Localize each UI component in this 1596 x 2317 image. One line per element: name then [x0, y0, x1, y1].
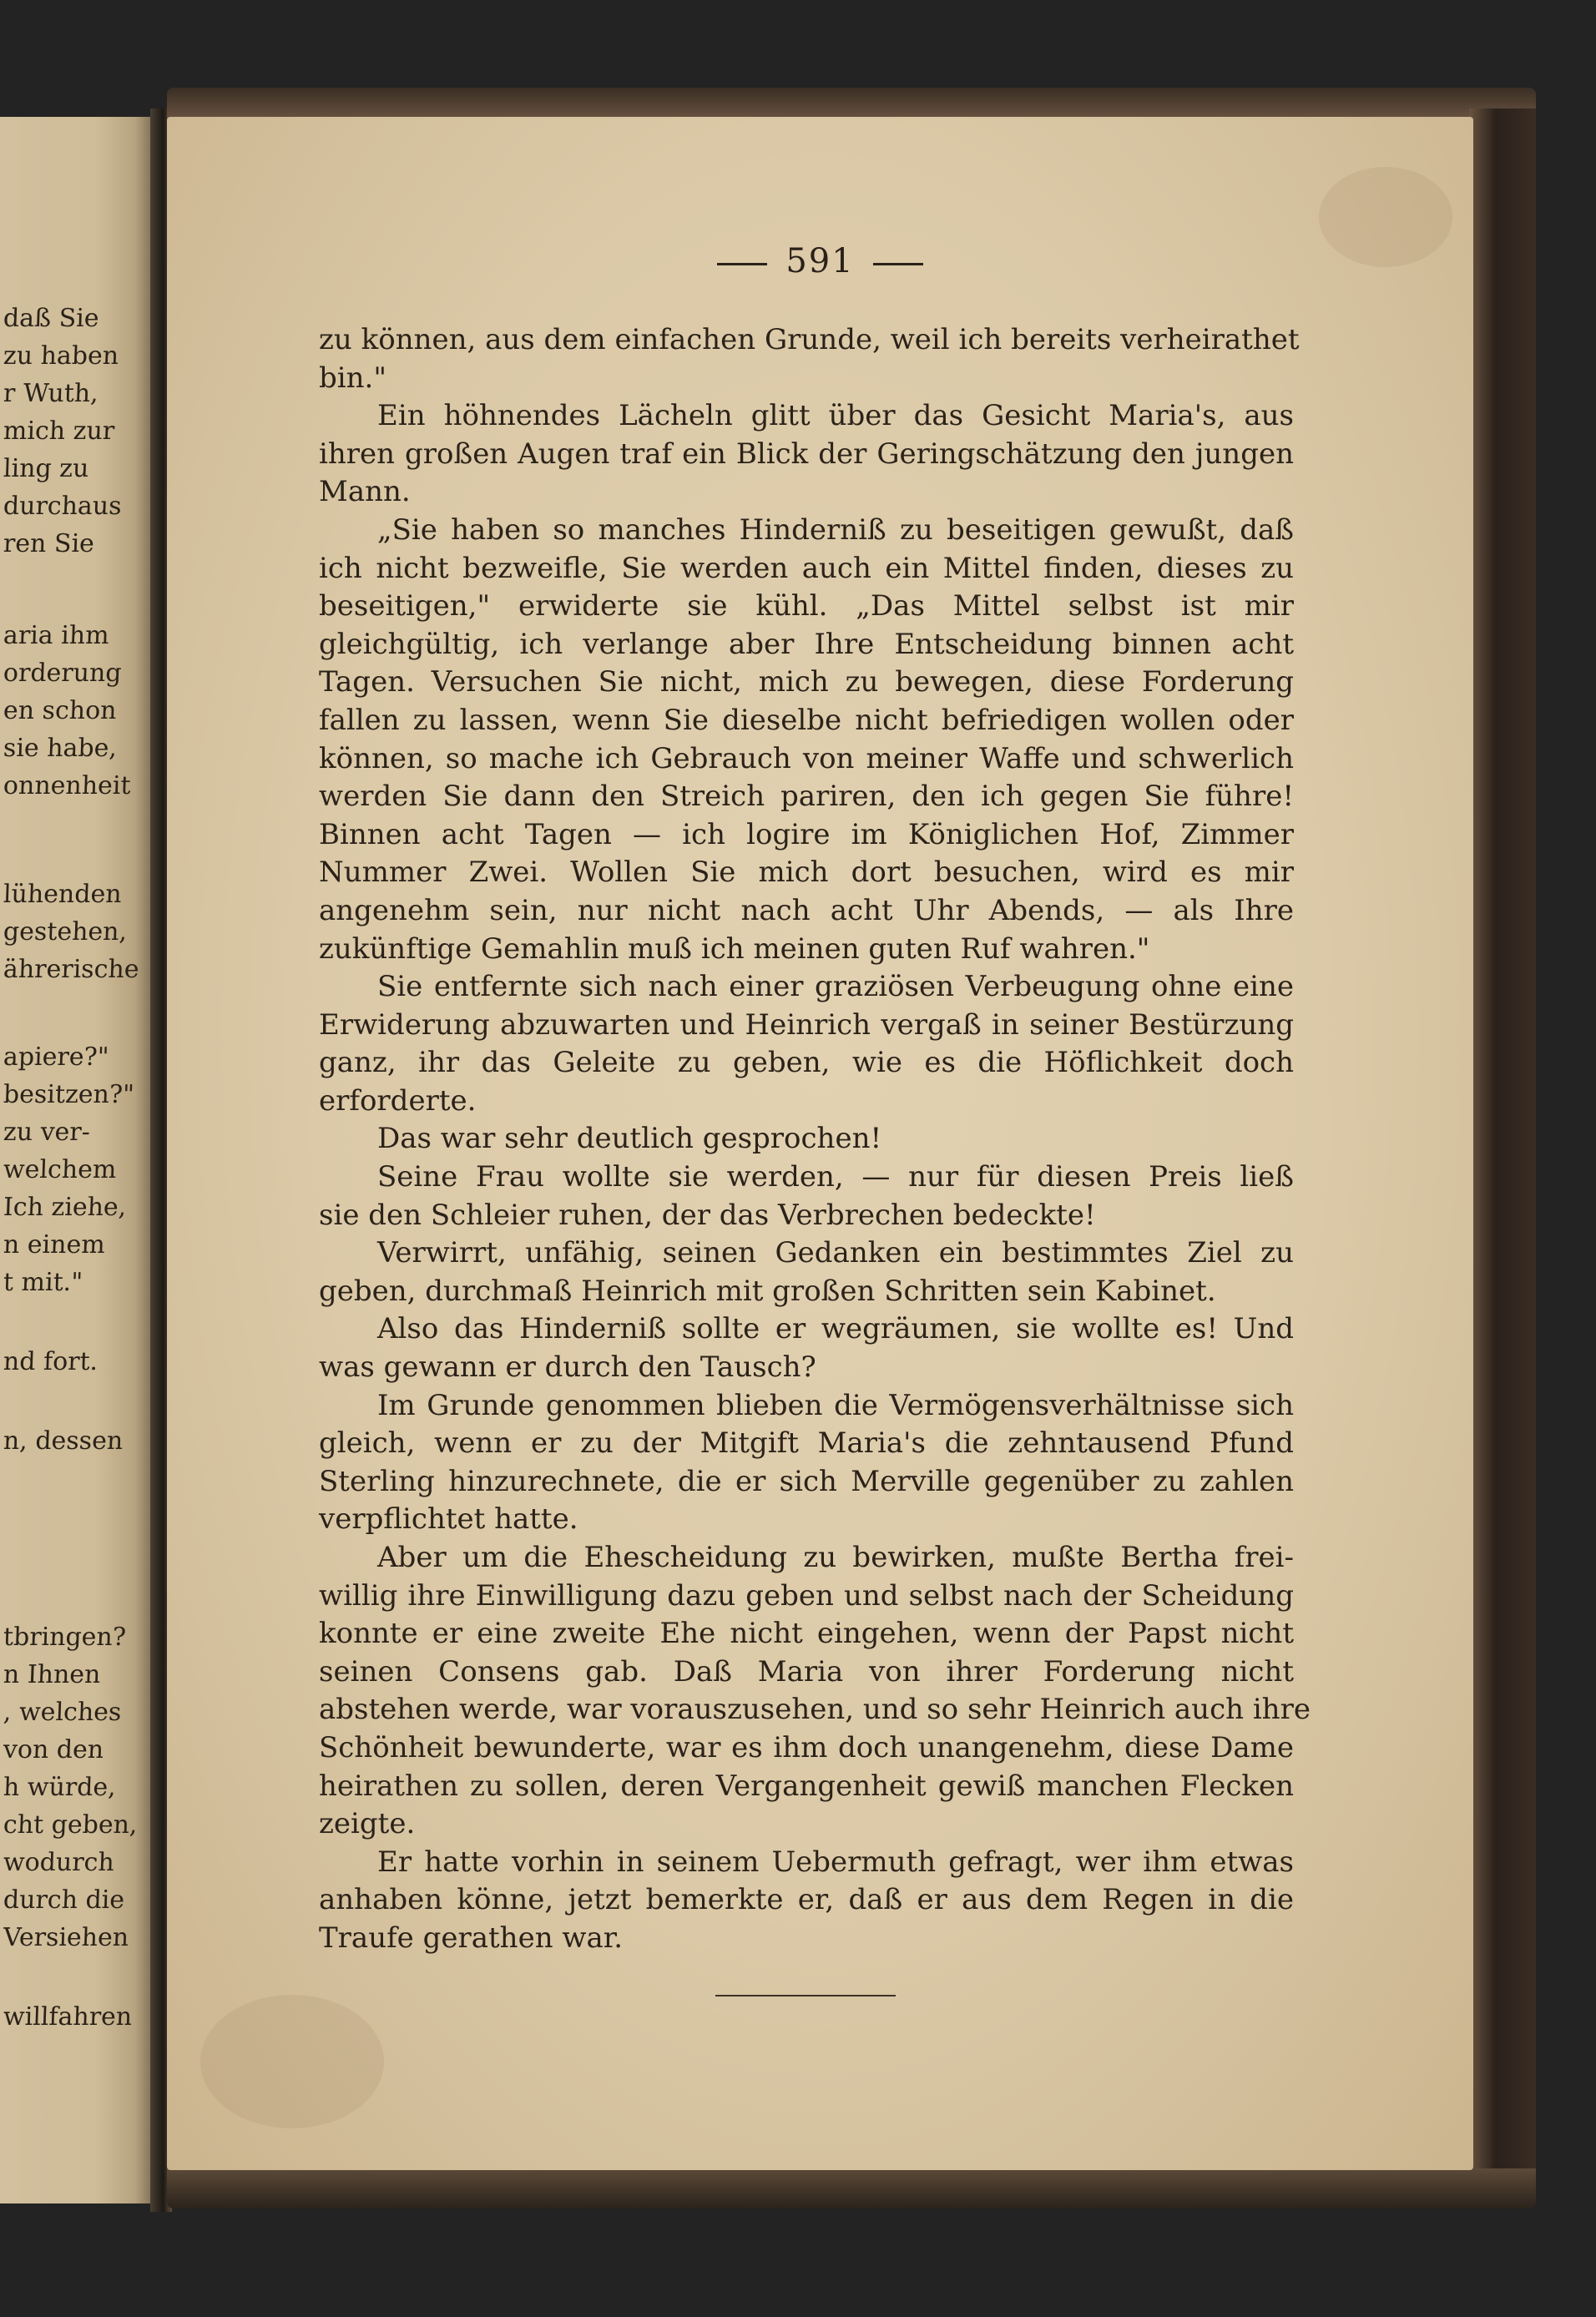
previous-page-line: welchem	[3, 1155, 117, 1184]
text-line: Seine Frau wollte sie werden, — nur für diesen Preis ließ	[377, 1160, 1294, 1194]
text-line: bin."	[319, 361, 386, 395]
text-line: zukünftige Gemahlin muß ich meinen guten Ruf wahren."	[319, 931, 1150, 966]
text-line: Aber um die Ehescheidung zu bewirken, mußte Bertha frei-	[377, 1541, 1294, 1574]
previous-page-line: durchaus	[3, 492, 123, 521]
text-line: können, so mache ich Gebrauch von meiner Waffe und schwerlich	[319, 741, 1294, 775]
previous-page-line: cht geben,	[3, 1810, 139, 1840]
previous-page	[0, 117, 159, 2203]
text-line: angenehm sein, nur nicht nach acht Uhr Abends, — als Ihre	[319, 893, 1294, 927]
text-line: konnte er eine zweite Ehe nicht eingehen, wenn der Papst nicht	[319, 1617, 1294, 1651]
text-line: Traufe gerathen war.	[319, 1921, 624, 1955]
book-page	[167, 117, 1473, 2170]
text-line: heirathen zu sollen, deren Vergangenheit gewiß manchen Flecken	[319, 1769, 1294, 1803]
page-number-value: 591	[785, 242, 855, 280]
text-line: ich nicht bezweifle, Sie werden auch ein Mittel finden, dieses zu	[319, 551, 1294, 585]
previous-page-line: daß Sie	[3, 304, 100, 333]
previous-page-line: Versiehen	[3, 1923, 129, 1952]
text-line: abstehen werde, war vorauszusehen, und so sehr Heinrich auch ihre	[319, 1693, 1311, 1727]
text-line: Er hatte vorhin in seinem Uebermuth gefragt, wer ihm etwas	[377, 1845, 1294, 1879]
text-line: ganz, ihr das Geleite zu geben, wie es die Höflichkeit doch	[319, 1046, 1294, 1080]
previous-page-line: t mit."	[3, 1268, 83, 1297]
previous-page-line: apiere?"	[3, 1042, 110, 1072]
cover-edge-right	[1469, 109, 1536, 2170]
text-line: willig ihre Einwilligung dazu geben und selbst nach der Scheidung	[319, 1578, 1294, 1613]
previous-page-line: r Wuth,	[3, 379, 99, 408]
text-line: zu können, aus dem einfachen Grunde, weil ich bereits verheirathet	[319, 323, 1300, 356]
text-line: was gewann er durch den Tausch?	[319, 1350, 816, 1385]
text-line: sie den Schleier ruhen, der das Verbrechen bedeckte!	[319, 1198, 1096, 1232]
cover-edge-bottom	[167, 2168, 1536, 2208]
text-line: Nummer Zwei. Wollen Sie mich dort besuchen, wird es mir	[319, 856, 1294, 890]
previous-page-line: onnenheit	[3, 771, 132, 800]
previous-page-line: Ich ziehe,	[3, 1193, 127, 1222]
previous-page-line: en schon	[3, 696, 118, 725]
cover-edge-top	[167, 88, 1536, 121]
previous-page-line: zu haben	[3, 341, 119, 371]
previous-page-line: n einem	[3, 1230, 106, 1259]
text-line: gleich, wenn er zu der Mitgift Maria's die zehntausend Pfund	[319, 1426, 1294, 1461]
text-line: ihren großen Augen traf ein Blick der Geringschätzung den jungen	[319, 437, 1294, 471]
text-line: Erwiderung abzuwarten und Heinrich vergaß in seiner Bestürzung	[319, 1007, 1294, 1042]
text-line: erforderte.	[319, 1083, 477, 1118]
text-line: beseitigen," erwiderte sie kühl. „Das Mittel selbst ist mir	[319, 589, 1294, 623]
section-rule	[715, 1995, 896, 1996]
previous-page-line: gestehen,	[3, 917, 128, 946]
text-line: Mann.	[319, 475, 411, 509]
previous-page-line: nd fort.	[3, 1347, 98, 1376]
text-line: gleichgültig, ich verlange aber Ihre Entscheidung binnen acht	[319, 627, 1294, 661]
text-line: zeigte.	[319, 1807, 416, 1841]
previous-page-line: mich zur	[3, 416, 115, 446]
previous-page-line: n Ihnen	[3, 1660, 102, 1689]
text-line: seinen Consens gab. Daß Maria von ihrer Forderung nicht	[319, 1654, 1294, 1689]
previous-page-line: ling zu	[3, 454, 90, 483]
text-line: „Sie haben so manches Hinderniß zu beseitigen gewußt, daß	[377, 512, 1294, 547]
text-line: Ein höhnendes Lächeln glitt über das Gesicht Maria's, aus	[377, 399, 1294, 433]
text-line: Schönheit bewunderte, war es ihm doch unangenehm, diese Dame	[319, 1730, 1294, 1764]
page-body-text	[319, 321, 1311, 1958]
text-line: Also das Hinderniß sollte er wegräumen, sie wollte es! Und	[377, 1312, 1294, 1346]
text-line: Das war sehr deutlich gesprochen!	[377, 1122, 882, 1156]
text-line: anhaben könne, jetzt bemerkte er, daß er aus dem Regen in die	[319, 1883, 1294, 1917]
text-line: Sterling hinzurechnete, die er sich Merville gegenüber zu zahlen	[319, 1464, 1294, 1498]
dash-right	[873, 263, 923, 265]
previous-page-line: ährerische	[3, 955, 140, 984]
previous-page-line: durch die	[3, 1885, 125, 1915]
text-line: werden Sie dann den Streich pariren, den ich gegen Sie führe!	[319, 780, 1294, 814]
page-number	[167, 242, 1473, 280]
previous-page-line: zu ver-	[3, 1118, 91, 1147]
text-line: geben, durchmaß Heinrich mit großen Schritten sein Kabinet.	[319, 1274, 1216, 1308]
previous-page-line: sie habe,	[3, 734, 118, 763]
previous-page-line: wodurch	[3, 1848, 115, 1877]
previous-page-line: lühenden	[3, 880, 123, 909]
previous-page-line: von den	[3, 1735, 104, 1764]
paper-stain	[200, 1995, 384, 2128]
text-line: Verwirrt, unfähig, seinen Gedanken ein bestimmtes Ziel zu	[377, 1236, 1294, 1270]
previous-page-line: aria ihm	[3, 621, 110, 650]
previous-page-line: besitzen?"	[3, 1080, 135, 1109]
dash-left	[717, 263, 767, 265]
text-line: Binnen acht Tagen — ich logire im Königlichen Hof, Zimmer	[319, 817, 1294, 851]
text-line: fallen zu lassen, wenn Sie dieselbe nicht befriedigen wollen oder	[319, 703, 1294, 737]
previous-page-line: h würde,	[3, 1773, 117, 1802]
text-line: verpflichtet hatte.	[319, 1502, 578, 1537]
text-line: Sie entfernte sich nach einer graziösen Verbeugung ohne eine	[377, 970, 1294, 1004]
previous-page-line: willfahren	[3, 2002, 133, 2032]
text-line: Im Grunde genommen blieben die Vermögensverhältnisse sich	[377, 1388, 1294, 1422]
previous-page-line: , welches	[3, 1698, 123, 1727]
previous-page-line: n, dessen	[3, 1426, 124, 1456]
previous-page-line: orderung	[3, 659, 123, 688]
previous-page-line: ren Sie	[3, 529, 95, 558]
previous-page-line: tbringen?	[3, 1623, 127, 1652]
text-line: Tagen. Versuchen Sie nicht, mich zu bewegen, diese Forderung	[319, 665, 1294, 699]
